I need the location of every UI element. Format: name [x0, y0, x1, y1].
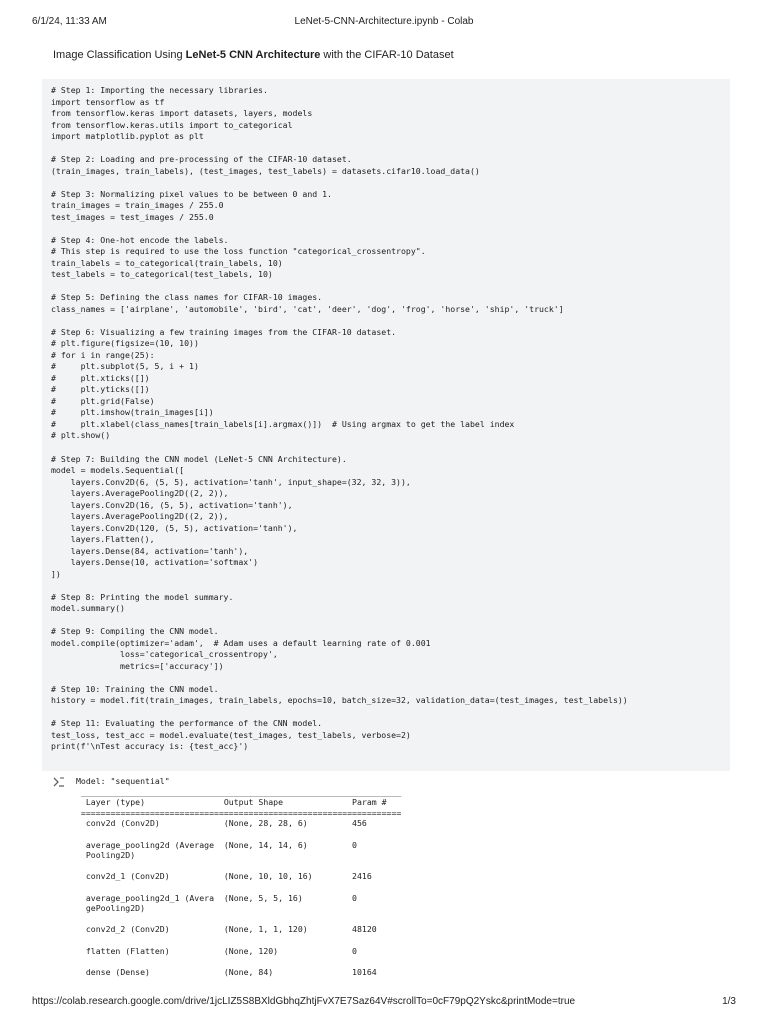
code-line: # plt.xticks([]) — [51, 372, 150, 383]
code-line: # This step is required to use the loss function "categorical_crossentropy". — [51, 246, 426, 257]
output-line: _________________________________________________________________ — [76, 786, 402, 797]
code-line: ]) — [51, 568, 61, 579]
code-line: layers.Conv2D(16, (5, 5), activation='tanh'), — [51, 499, 293, 510]
output-line: Model: "sequential" — [76, 776, 170, 786]
code-line: # Step 1: Importing the necessary libraries. — [51, 85, 268, 95]
code-line: # plt.subplot(5, 5, i + 1) — [51, 361, 199, 372]
code-line: layers.Conv2D(120, (5, 5), activation='tanh'), — [51, 522, 298, 533]
code-line: # plt.imshow(train_images[i]) — [51, 407, 214, 418]
code-line: # Step 8: Printing the model summary. — [51, 591, 234, 602]
code-line — [51, 580, 628, 592]
code-line — [51, 672, 628, 684]
markdown-text-suffix: with the CIFAR-10 Dataset — [320, 49, 454, 61]
code-line: import tensorflow as tf — [51, 96, 165, 107]
output-line — [76, 935, 401, 946]
code-line: from tensorflow.keras import datasets, layers, models — [51, 108, 313, 119]
output-line: Pooling2D) — [76, 850, 136, 861]
code-line: layers.Dense(10, activation='softmax') — [51, 557, 259, 568]
output-line — [76, 861, 401, 872]
output-line — [76, 882, 401, 893]
code-line: import matplotlib.pyplot as plt — [51, 131, 204, 142]
code-line: test_loss, test_acc = model.evaluate(test_images, test_labels, verbose=2) — [51, 729, 411, 740]
output-line — [76, 914, 401, 925]
code-line — [51, 315, 628, 327]
markdown-cell[interactable] — [53, 49, 733, 61]
cell-output — [76, 776, 401, 977]
output-line: flatten (Flatten) (None, 120) 0 — [76, 945, 357, 956]
code-line: layers.Flatten(), — [51, 534, 155, 545]
output-line: ================================================================= — [76, 807, 402, 818]
code-line: class_names = ['airplane', 'automobile', 'bird', 'cat', 'deer', 'dog', 'frog', 'horse', 'ship', 'truck'] — [51, 303, 564, 314]
code-line — [51, 615, 628, 627]
code-line: print(f'\nTest accuracy is: {test_acc}') — [51, 741, 249, 752]
output-line — [76, 956, 401, 967]
code-line: # Step 10: Training the CNN model. — [51, 683, 219, 694]
output-line: gePooling2D) — [76, 903, 146, 914]
markdown-text-prefix: Image Classification Using — [53, 49, 186, 61]
output-line: dense (Dense) (None, 84) 10164 — [76, 966, 377, 977]
code-line: # Step 9: Compiling the CNN model. — [51, 626, 219, 637]
code-line: # Step 4: One-hot encode the labels. — [51, 234, 229, 245]
code-line: layers.AveragePooling2D((2, 2)), — [51, 511, 229, 522]
output-line: Layer (type) Output Shape Param # — [76, 797, 387, 808]
print-url: https://colab.research.google.com/drive/1jcLIZ5S8BXldGbhqZhtjFvX7E7Saz64V#scrollTo=0cF79pQ2Yskc&printMode=true — [32, 996, 576, 1007]
code-line: loss='categorical_crossentropy', — [51, 649, 278, 660]
code-line: history = model.fit(train_images, train_labels, epochs=10, batch_size=32, validation_data=(test_images, test_labels)) — [51, 695, 628, 706]
markdown-text-bold: LeNet-5 CNN Architecture — [185, 49, 321, 61]
output-line: conv2d (Conv2D) (None, 28, 28, 6) 456 — [76, 818, 367, 829]
code-line: # Step 2: Loading and pre-processing of the CIFAR-10 dataset. — [51, 154, 352, 165]
code-line — [51, 177, 628, 189]
code-line: train_images = train_images / 255.0 — [51, 200, 224, 211]
code-line: model = models.Sequential([ — [51, 465, 185, 476]
code-line: model.compile(optimizer='adam', # Adam uses a default learning rate of 0.001 — [51, 637, 431, 648]
code-line: # plt.figure(figsize=(10, 10)) — [51, 338, 199, 349]
output-line — [76, 829, 401, 840]
code-line: # plt.show() — [51, 430, 111, 441]
code-line: layers.Dense(84, activation='tanh'), — [51, 545, 249, 556]
code-line: (train_images, train_labels), (test_images, test_labels) = datasets.cifar10.load_data() — [51, 165, 480, 176]
code-line — [51, 442, 628, 454]
page-number: 1/3 — [722, 996, 736, 1007]
code-line: # plt.grid(False) — [51, 395, 155, 406]
code-line: test_images = test_images / 255.0 — [51, 211, 214, 222]
code-line — [51, 223, 628, 235]
code-line: layers.Conv2D(6, (5, 5), activation='tanh', input_shape=(32, 32, 3)), — [51, 476, 411, 487]
code-line: layers.AveragePooling2D((2, 2)), — [51, 488, 229, 499]
code-cell[interactable] — [42, 79, 730, 771]
output-line: average_pooling2d (Average (None, 14, 14, 6) 0 — [76, 839, 357, 850]
code-line: test_labels = to_categorical(test_labels, 10) — [51, 269, 273, 280]
print-footer — [0, 996, 768, 1010]
code-line: # Step 7: Building the CNN model (LeNet-5 CNN Architecture). — [51, 453, 347, 464]
output-toggle-icon[interactable] — [52, 776, 66, 788]
code-line: # Step 6: Visualizing a few training images from the CIFAR-10 dataset. — [51, 326, 397, 337]
code-line — [51, 281, 628, 293]
code-line: from tensorflow.keras.utils import to_categorical — [51, 119, 293, 130]
print-timestamp: 6/1/24, 11:33 AM — [32, 16, 107, 27]
output-line: conv2d_2 (Conv2D) (None, 1, 1, 120) 48120 — [76, 924, 377, 935]
code-line: metrics=['accuracy']) — [51, 660, 224, 671]
code-line: # plt.yticks([]) — [51, 384, 150, 395]
code-line: # Step 3: Normalizing pixel values to be between 0 and 1. — [51, 188, 332, 199]
code-line: # Step 11: Evaluating the performance of the CNN model. — [51, 718, 323, 729]
code-line: train_labels = to_categorical(train_labels, 10) — [51, 257, 283, 268]
code-line: # plt.xlabel(class_names[train_labels[i].argmax()]) # Using argmax to get the label index — [51, 418, 515, 429]
output-line: average_pooling2d_1 (Avera (None, 5, 5, 16) 0 — [76, 892, 357, 903]
code-editor[interactable] — [51, 85, 628, 753]
code-line: # for i in range(25): — [51, 349, 155, 360]
code-line — [51, 143, 628, 155]
print-page-title: LeNet-5-CNN-Architecture.ipynb - Colab — [294, 16, 474, 27]
code-line — [51, 707, 628, 719]
output-line: conv2d_1 (Conv2D) (None, 10, 10, 16) 2416 — [76, 871, 372, 882]
print-header — [0, 16, 768, 30]
code-line: # Step 5: Defining the class names for CIFAR-10 images. — [51, 292, 323, 303]
code-line: model.summary() — [51, 603, 125, 614]
